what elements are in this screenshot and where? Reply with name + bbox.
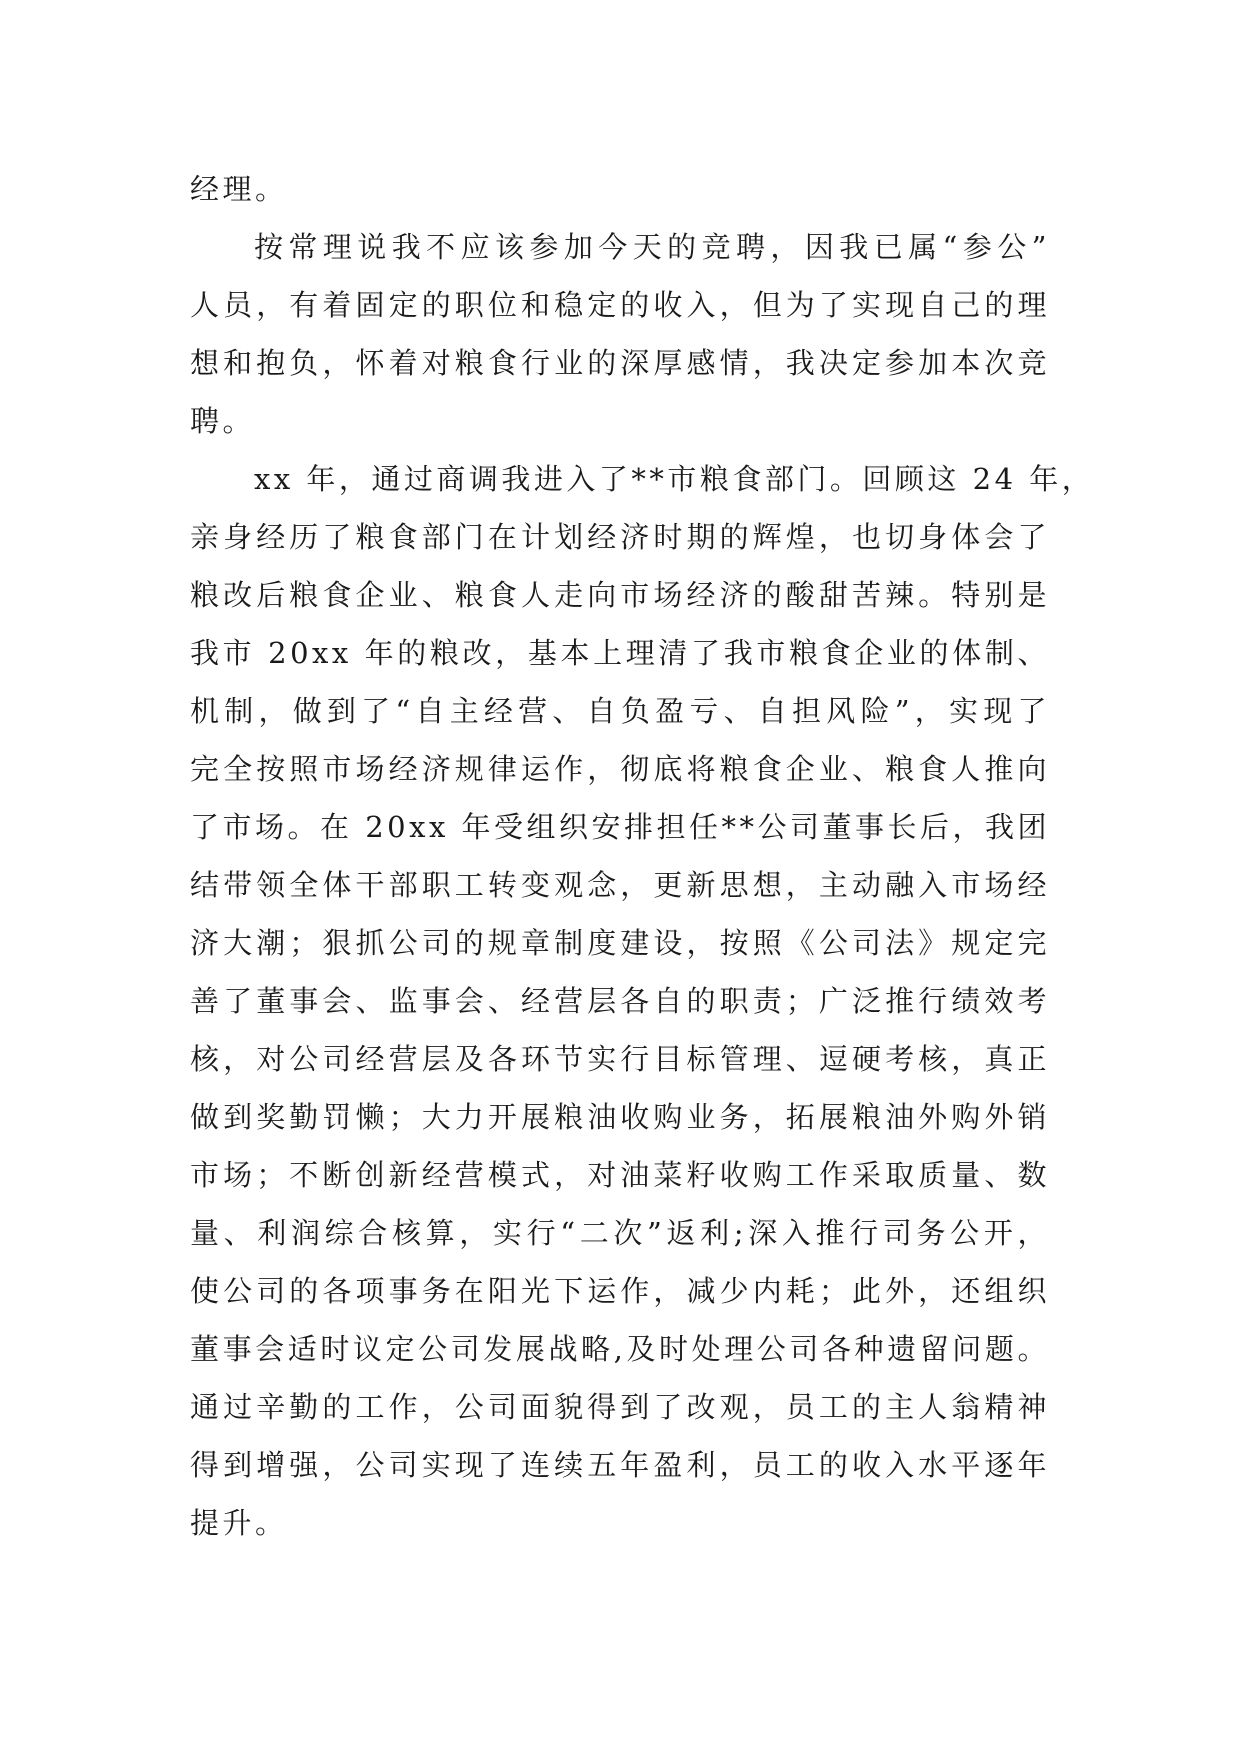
text-line: xx 年，通过商调我进入了**市粮食部门。回顾这 24 年， (254, 462, 1095, 496)
text-line: 市场；不断创新经营模式，对油菜籽收购工作采取质量、数 (190, 1158, 1050, 1192)
paragraph (190, 218, 1050, 450)
text-line: 做到奖勤罚懒；大力开展粮油收购业务，拓展粮油外购外销 (190, 1100, 1050, 1134)
text-line: 了市场。在 20xx 年受组织安排担任**公司董事长后，我团 (190, 810, 1051, 844)
text-line: 完全按照市场经济规律运作，彻底将粮食企业、粮食人推向 (190, 752, 1050, 786)
text-line: 结带领全体干部职工转变观念，更新思想，主动融入市场经 (190, 868, 1050, 902)
text-line: 人员，有着固定的职位和稳定的收入，但为了实现自己的理 (190, 288, 1050, 322)
text-line: 核，对公司经营层及各环节实行目标管理、逗硬考核，真正 (190, 1042, 1050, 1076)
text-line: 通过辛勤的工作，公司面貌得到了改观，员工的主人翁精神 (190, 1390, 1050, 1424)
text-line: 董事会适时议定公司发展战略,及时处理公司各种遗留问题。 (190, 1332, 1050, 1366)
text-line: 聘。 (190, 404, 256, 438)
text-line: 粮改后粮食企业、粮食人走向市场经济的酸甜苦辣。特别是 (190, 578, 1050, 612)
text-line: 想和抱负，怀着对粮食行业的深厚感情，我决定参加本次竞 (190, 346, 1050, 380)
paragraph (190, 450, 1095, 1552)
paragraph (190, 160, 1050, 218)
text-line: 得到增强，公司实现了连续五年盈利，员工的收入水平逐年 (190, 1448, 1050, 1482)
text-line: 使公司的各项事务在阳光下运作，减少内耗；此外，还组织 (190, 1274, 1050, 1308)
text-line: 经理。 (190, 172, 288, 206)
text-line: 善了董事会、监事会、经营层各自的职责；广泛推行绩效考 (190, 984, 1050, 1018)
text-line: 济大潮；狠抓公司的规章制度建设，按照《公司法》规定完 (190, 926, 1050, 960)
text-line: 机制，做到了“自主经营、自负盈亏、自担风险”，实现了 (190, 694, 1050, 728)
text-line: 按常理说我不应该参加今天的竞聘，因我已属“参公” (254, 230, 1050, 264)
text-line: 量、利润综合核算，实行“二次”返利;深入推行司务公开， (190, 1216, 1050, 1250)
document-body (190, 160, 1095, 1552)
text-line: 我市 20xx 年的粮改，基本上理清了我市粮食企业的体制、 (190, 636, 1050, 670)
text-line: 亲身经历了粮食部门在计划经济时期的辉煌，也切身体会了 (190, 520, 1050, 554)
text-line: 提升。 (190, 1506, 288, 1540)
